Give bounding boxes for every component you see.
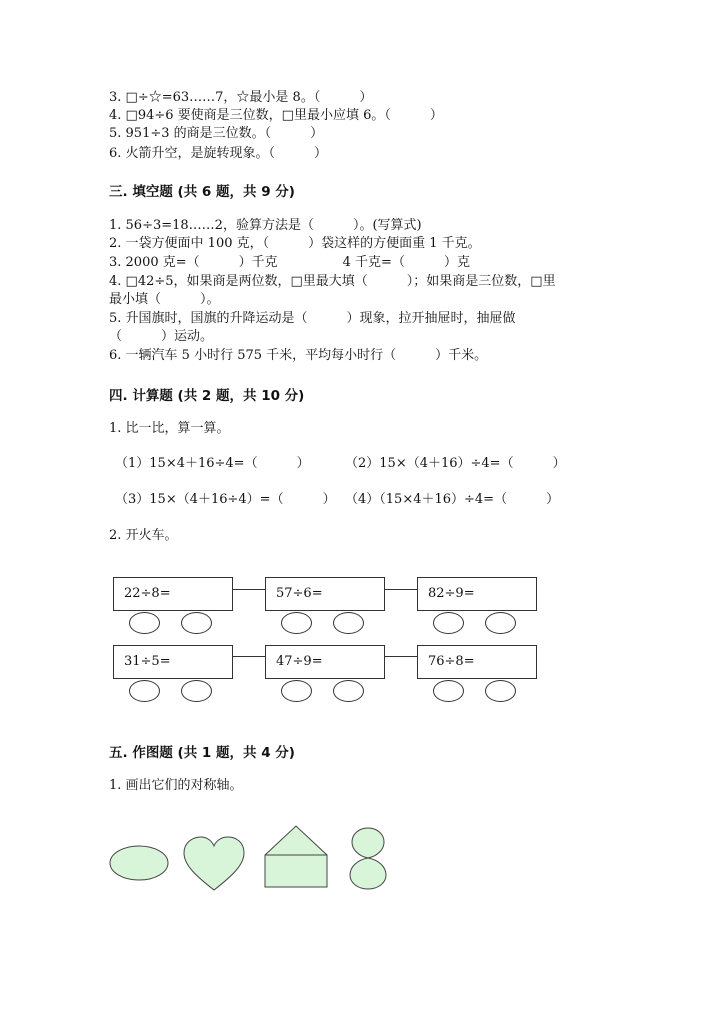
heart-shape xyxy=(184,837,244,890)
train-wheel xyxy=(129,680,160,702)
ellipse-shape xyxy=(110,846,168,880)
train-coupler xyxy=(233,589,265,590)
fill-item-4: 4. □42÷5，如果商是两位数，□里最大填（ ）；如果商是三位数，□里 xyxy=(109,274,556,289)
train-wheel xyxy=(485,680,516,702)
fill-item-2: 2. 一袋方便面中 100 克，（ ）袋这样的方便面重 1 千克。 xyxy=(109,236,481,251)
train-wheel xyxy=(129,612,160,634)
fill-item-5: 5. 升国旗时，国旗的升降运动是（ ）现象，拉开抽屉时，抽屉做 xyxy=(109,311,516,326)
train-car: 57÷6= xyxy=(265,577,385,611)
train-wheel xyxy=(485,612,516,634)
train-wheel xyxy=(181,612,212,634)
judge-item-4: 4. □94÷6 要使商是三位数，□里最小应填 6。（ ） xyxy=(109,108,443,123)
draw-heading: 五. 作图题 (共 1 题，共 4 分) xyxy=(109,745,295,761)
calc-expr-3: （3）15×（4＋16÷4）=（ ） xyxy=(115,492,336,507)
fill-item-4-cont: 最小填（ ）。 xyxy=(109,292,220,307)
calc-q2: 2. 开火车。 xyxy=(109,528,178,543)
fill-item-5-cont: （ ）运动。 xyxy=(109,329,214,344)
train-car: 82÷9= xyxy=(417,577,537,611)
fill-item-1: 1. 56÷3=18……2，验算方法是（ ）。(写算式) xyxy=(109,218,422,233)
calc-heading: 四. 计算题 (共 2 题，共 10 分) xyxy=(109,388,305,404)
calc-expr-4: （4）（15×4＋16）÷4=（ ） xyxy=(345,492,560,507)
train-car: 31÷5= xyxy=(113,645,233,679)
train-car: 22÷8= xyxy=(113,577,233,611)
train-wheel xyxy=(181,680,212,702)
train-wheel xyxy=(333,680,364,702)
train-car: 76÷8= xyxy=(417,645,537,679)
figure-eight-shape xyxy=(350,828,386,889)
train-wheel xyxy=(433,680,464,702)
judge-item-6: 6. 火箭升空，是旋转现象。（ ） xyxy=(109,146,328,161)
calc-expr-1: （1）15×4＋16÷4=（ ） xyxy=(115,456,310,471)
train-coupler xyxy=(385,589,417,590)
train-wheel xyxy=(333,612,364,634)
judge-item-5: 5. 951÷3 的商是三位数。（ ） xyxy=(109,126,324,141)
train-wheel xyxy=(281,680,312,702)
train-wheel xyxy=(433,612,464,634)
house-shape xyxy=(265,826,327,887)
calc-q1: 1. 比一比，算一算。 xyxy=(109,421,230,436)
calc-expr-2: （2）15×（4＋16）÷4=（ ） xyxy=(345,456,566,471)
draw-q1: 1. 画出它们的对称轴。 xyxy=(109,778,243,793)
fill-item-3: 3. 2000 克=（ ）千克 4 千克=（ ）克 xyxy=(109,255,470,270)
train-wheel xyxy=(281,612,312,634)
train-car: 47÷9= xyxy=(265,645,385,679)
judge-item-3: 3. □÷☆=63……7，☆最小是 8。（ ） xyxy=(109,90,373,105)
fill-heading: 三. 填空题 (共 6 题，共 9 分) xyxy=(109,184,295,200)
train-coupler xyxy=(233,656,265,657)
fill-item-6: 6. 一辆汽车 5 小时行 575 千米，平均每小时行（ ）千米。 xyxy=(109,348,488,363)
train-coupler xyxy=(385,656,417,657)
